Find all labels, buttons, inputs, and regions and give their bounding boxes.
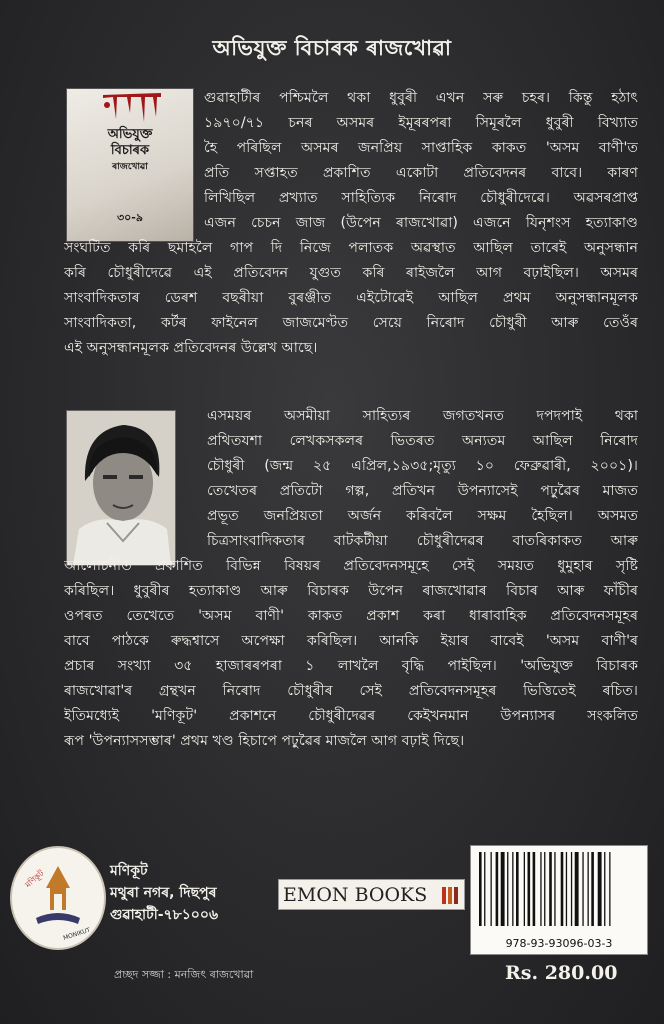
publisher-name: মণিকূট — [110, 863, 148, 879]
para2-line: প্ৰথিতযশা লেখকসকলৰ ভিতৰত অন্যতম আছিল নিৰোদ — [207, 433, 638, 449]
para2-line: আলোচনীত প্ৰকাশিত বিভিন্ন বিষয়ৰ প্ৰতিবেদনসমূহে সেই সময়ত ধুমুহাৰ সৃষ্টি — [64, 558, 638, 574]
para2-line: বাবে পাঠকে ৰুদ্ধশ্বাসে অপেক্ষা কৰিছিল। আনকি ইয়াৰ বাবেই 'অসম বাণী'ৰ — [64, 633, 638, 649]
barcode-bar — [571, 852, 572, 926]
barcode-bar — [524, 852, 525, 926]
cover-design-credit: প্ৰচ্ছদ সজ্জা : মনজিৎ ৰাজখোৱা — [114, 968, 254, 981]
barcode-bar — [549, 852, 552, 926]
publisher-address-line1: মথুৰা নগৰ, দিছপুৰ — [110, 885, 217, 901]
publisher-info — [110, 860, 218, 926]
para2-line: চিত্ৰসাংবাদিকতাৰ বাটকটীয়া চৌধুৰীদেৱৰ বাতৰিকাকত আৰু — [207, 533, 638, 549]
barcode-bar — [591, 852, 594, 926]
cover-title-line3: ৰাজখোৱা — [112, 162, 148, 172]
distributor-name: EMON BOOKS — [283, 884, 428, 906]
barcode-bar — [491, 852, 492, 926]
para1-line: এই অনুসন্ধানমূলক প্ৰতিবেদনৰ উল্লেখ আছে। — [64, 340, 318, 356]
books-icon — [442, 887, 458, 904]
para1-line: লিখিছিল প্ৰখ্যাত সাহিত্যিক নিৰোদ চৌধুৰীদেৱে। অৱসৰপ্ৰাপ্ত — [204, 190, 638, 206]
description-paragraph-1 — [64, 86, 638, 361]
price-label: Rs. 280.00 — [505, 962, 618, 984]
barcode-bar — [588, 852, 589, 926]
barcode-bar — [512, 852, 513, 926]
para2-line: তেখেতৰ প্ৰতিটো গল্প, প্ৰতিখন উপন্যাসেই পঢ়ুৱৈৰ মাজত — [207, 483, 638, 499]
para2-line: ৰূপ 'উপন্যাসসম্ভাৰ' প্ৰথম খণ্ড হিচাপে পঢ়ুৱৈৰ মাজলৈ আগ বঢ়াই দিছে। — [64, 733, 465, 749]
distributor-badge — [278, 879, 465, 910]
para2-line: চৌধুৰী (জন্ম ২৫ এপ্ৰিল,১৯৩৫;মৃত্যু ১০ ফেব্ৰুৱাৰী, ২০০১)। — [207, 458, 638, 474]
para2-line: ৰাজখোৱা'ৰ গ্ৰন্থখন নিৰোদ চৌধুৰীৰ সেই প্ৰতিবেদনসমূহৰ ভিত্তিতেই ৰচিত। — [64, 683, 638, 699]
barcode-bar — [566, 852, 567, 926]
para1-line: প্ৰতি সপ্তাহত প্ৰকাশিত একোটা প্ৰতিবেদনৰ বাবে। কাৰণ — [204, 165, 638, 181]
barcode-bar — [604, 852, 605, 926]
para1-line: সাংবাদিকতাৰ ডেৰশ বছৰীয়া বুৰঞ্জীত এইটোৱেই আছিল প্ৰথম অনুসন্ধানমূলক — [64, 290, 638, 306]
barcode-bar — [609, 852, 610, 926]
description-paragraph-2 — [64, 404, 638, 754]
para1-line: ১৯৭০/৭১ চনৰ অসমৰ ইমূৰৰপৰা সিমূৰলৈ ধুবুৰী বিখ্যাত — [204, 115, 638, 131]
barcode-bar — [501, 852, 505, 926]
cover-title-line2: বিচাৰক — [110, 143, 150, 158]
page-title: অভিযুক্ত বিচাৰক ৰাজখোৱা — [212, 36, 452, 60]
para1-line: সংঘটিত কৰি ছমাহলৈ গাপ দি নিজে পলাতক অৱস্থাত আছিল তাৰেই অনুসন্ধান — [64, 240, 638, 256]
para2-line: ওপৰত তেখেতে 'অসম বাণী' কাকত প্ৰকাশ কৰা ধাৰাবাহিক প্ৰতিবেদনসমূহৰ — [64, 608, 638, 624]
para2-line: কৰিছিল। ধুবুৰীৰ হত্যাকাণ্ড আৰু বিচাৰক উপেন ৰাজখোৱাৰ বিচাৰ আৰু ফাঁচীৰ — [64, 583, 638, 599]
barcode-bar — [582, 852, 583, 926]
barcode-bar — [507, 852, 508, 926]
svg-text:MONIKUT: MONIKUT — [62, 926, 92, 942]
para1-line: এজন চেচন জাজ (উপেন ৰাজখোৱা) এজনে যিনৃশংস হত্যাকাণ্ড — [204, 215, 638, 231]
para2-line: প্ৰচাৰ সংখ্যা ৩৫ হাজাৰৰপৰা ১ লাখলৈ বৃদ্ধি পাইছিল। 'অভিযুক্ত বিচাৰক — [64, 658, 638, 674]
barcode-icon — [471, 846, 647, 932]
para1-line: গুৱাহাটীৰ পশ্চিমলৈ থকা ধুবুৰী এখন সৰু চহৰ। কিন্তু হঠাৎ — [204, 90, 638, 106]
barcode-bar — [544, 852, 545, 926]
barcode-bar — [496, 852, 499, 926]
barcode-bar — [484, 852, 485, 926]
barcode-bar — [554, 852, 555, 926]
para1-line: কৰি চৌধুৰীদেৱে এই প্ৰতিবেদন যুগুত কৰি ৰাইজলৈ আগ বঢ়াইছিল। অসমৰ — [64, 265, 638, 281]
para1-line: সাংবাদিকতা, কৰ্টৰ ফাইনেল জাজমেণ্টত সেয়ে নিৰোদ চৌধুৰী আৰু তেওঁৰ — [64, 315, 638, 331]
isbn-number: 978-93-93096-03-3 — [505, 937, 613, 950]
publisher-logo — [10, 846, 106, 950]
barcode-bar — [598, 852, 602, 926]
barcode-bar — [561, 852, 564, 926]
isbn-barcode — [470, 845, 648, 955]
temple-logo-icon — [12, 848, 104, 948]
para2-line: এসময়ৰ অসমীয়া সাহিত্যৰ জগতখনত দপদপাই থকা — [207, 408, 638, 424]
para2-line: ইতিমধ্যেই 'মণিকূট' প্ৰকাশনে চৌধুৰীদেৱৰ কেইখনমান উপন্যাসৰ সংকলিত — [64, 708, 638, 724]
barcode-bar — [528, 852, 531, 926]
barcode-bar — [540, 852, 541, 926]
para2-line: প্ৰভূত জনপ্ৰিয়তা অৰ্জন কৰিবলৈ সক্ষম হৈছিল। অসমত — [207, 508, 638, 524]
barcode-bar — [516, 852, 519, 926]
barcode-bar — [479, 852, 482, 926]
publisher-address-line2: গুৱাহাটী-৭৮১০০৬ — [110, 907, 219, 923]
svg-text:মণিকূট: মণিকূট — [23, 868, 46, 890]
barcode-bar — [575, 852, 579, 926]
cover-number: ৩০-৯ — [116, 211, 143, 224]
cover-title-line1: অভিযুক্ত — [107, 127, 153, 142]
barcode-bar — [533, 852, 536, 926]
para1-line: হৈ পৰিছিল অসমৰ জনপ্ৰিয় সাপ্তাহিক কাকত 'অসম বাণী'ত — [204, 140, 638, 156]
